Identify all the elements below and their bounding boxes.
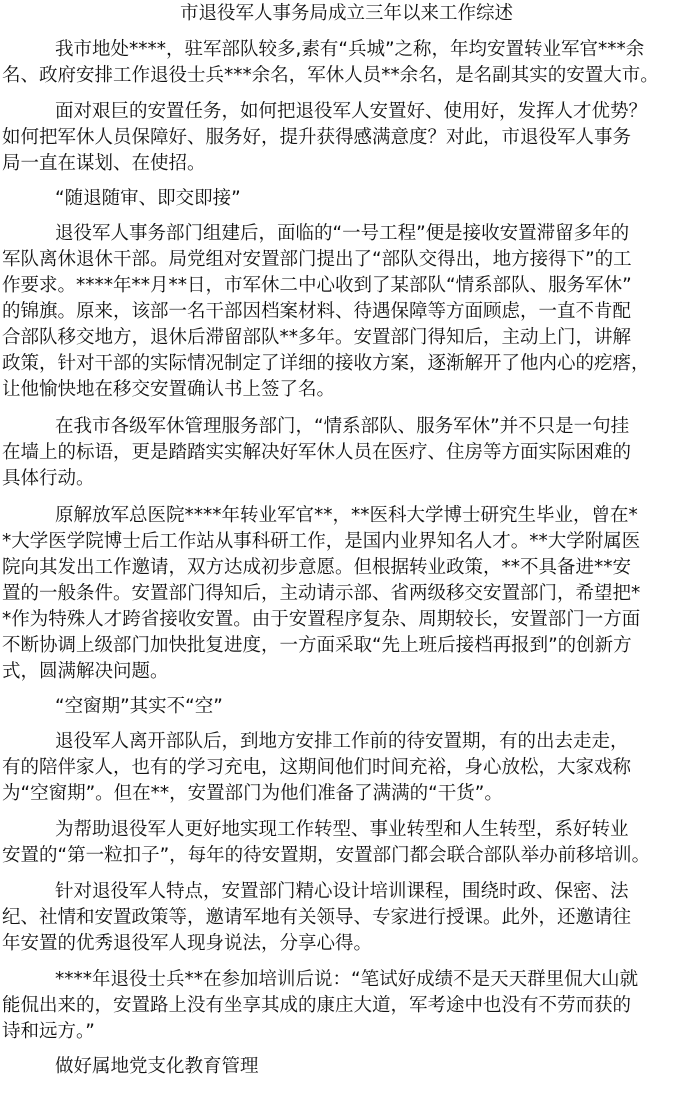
block-gap [2,807,691,817]
paragraph-line: 具体行动。 [2,468,95,489]
document-body [2,27,691,1080]
paragraph [2,503,691,685]
paragraph [2,879,691,957]
paragraph-line: 的锦旗。原来，该部一名干部因档案材料、待遇保障等方面顾虑，一直不肯配 [2,301,632,322]
block-gap [2,27,691,37]
paragraph-line: 不断协调上级部门加快批复进度，一方面采取“先上班后接档再报到”的创新方 [2,635,632,656]
paragraph-line: 面对艰巨的安置任务，如何把退役军人安置好、使用好，发挥人才优势？ [55,101,648,122]
paragraph-line: 纪、社情和安置政策等，邀请军地有关领导、专家进行授课。此外，还邀请往 [2,907,632,928]
block-gap [2,403,691,414]
paragraph-line: 在墙上的标语，更是踏踏实实解决好军休人员在医疗、住房等方面实际困难的 [2,442,632,463]
block-gap [2,685,691,694]
block-gap [2,89,691,99]
document-title: 市退役军人事务局成立三年以来工作综述 [179,3,513,24]
paragraph-line: 军队离休退休干部。局党组对安置部门提出了“部队交得出，地方接得下”的工 [2,249,632,270]
paragraph-line: 合部队移交地方，退休后滞留部队**多年。安置部门得知后，主动上门，讲解 [2,327,632,348]
paragraph-line: 安置的“第一粒扣子”，每年的待安置期，安置部门都会联合部队举办前移培训。 [2,845,651,866]
paragraph-line: 局一直在谋划、在使招。 [2,153,206,174]
block-gap [2,1045,691,1054]
paragraph-line: *大学医学院博士后工作站从事科研工作，是国内业界知名人才。**大学附属医 [2,531,641,552]
paragraph-line: 退役军人离开部队后，到地方安排工作前的待安置期，有的出去走走， [55,731,629,752]
paragraph-line: *作为特殊人才跨省接收安置。由于安置程序复杂、周期较长，安置部门一方面 [2,609,641,630]
paragraph-line: 让他愉快地在移交安置确认书上签了名。 [2,379,336,400]
section-heading: “空窗期”其实不“空” [55,696,223,717]
block-gap [2,492,691,503]
paragraph-line: 作要求。****年**月**日，市军休二中心收到了某部队“情系部队、服务军休” [2,275,632,296]
paragraph [2,221,691,403]
paragraph-line: ****年退役士兵**在参加培训后说：“笔试好成绩不是天天群里侃大山就 [55,969,639,990]
block-gap [2,177,691,186]
paragraph-line: 退役军人事务部门组建后，面临的“一号工程”便是接收安置滞留多年的 [55,223,630,244]
paragraph-line: 能侃出来的，安置路上没有坐享其成的康庄大道，军考途中也没有不劳而获的 [2,995,632,1016]
paragraph-line: 我市地处****，驻军部队较多,素有“兵城”之称，年均安置转业军官***余 [55,39,645,60]
section-heading: “随退随审、即交即接” [55,188,241,209]
paragraph-line: 有的陪伴家人，也有的学习充电，这期间他们时间充裕，身心放松，大家戏称 [2,757,632,778]
paragraph [2,967,691,1045]
paragraph-line: 诗和远方。” [2,1021,95,1042]
paragraph-line: 式，圆满解决问题。 [2,661,169,682]
paragraph-line: 为帮助退役军人更好地实现工作转型、事业转型和人生转型，系好转业 [55,819,629,840]
paragraph-line: 置的一般条件。安置部门得知后，主动请示部、省两级移交安置部门，希望把* [2,583,641,604]
paragraph [2,37,691,89]
block-gap [2,869,691,879]
paragraph-line: 如何把军休人员保障好、服务好，提升获得感满意度？对此，市退役军人事务 [2,127,632,148]
block-gap [2,957,691,967]
paragraph-line: 年安置的优秀退役军人现身说法，分享心得。 [2,933,373,954]
paragraph-line: 针对退役军人特点，安置部门精心设计培训课程，围绕时政、保密、法 [55,881,629,902]
paragraph [2,729,691,807]
paragraph [2,817,691,869]
paragraph [2,99,691,177]
paragraph-line: 原解放军总医院****年转业军官**，**医科大学博士研究生毕业，曾在* [55,505,638,526]
paragraph-line: 院向其发出工作邀请，双方达成初步意愿。但根据转业政策，**不具备进**安 [2,557,632,578]
paragraph-line: 政策，针对干部的实际情况制定了详细的接收方案，逐渐解开了他内心的疙瘩， [2,353,650,374]
paragraph-line: 为“空窗期”。但在**，安置部门为他们准备了满满的“干货”。 [2,783,503,804]
paragraph-line: 在我市各级军休管理服务部门，“情系部队、服务军休”并不只是一句挂 [55,416,630,437]
block-gap [2,720,691,729]
paragraph-line: 名、政府安排工作退役士兵***余名，军休人员**余名，是名副其实的安置大市。 [2,65,659,86]
section-heading: 做好属地党支化教育管理 [55,1056,259,1077]
block-gap [2,212,691,221]
paragraph [2,414,691,492]
